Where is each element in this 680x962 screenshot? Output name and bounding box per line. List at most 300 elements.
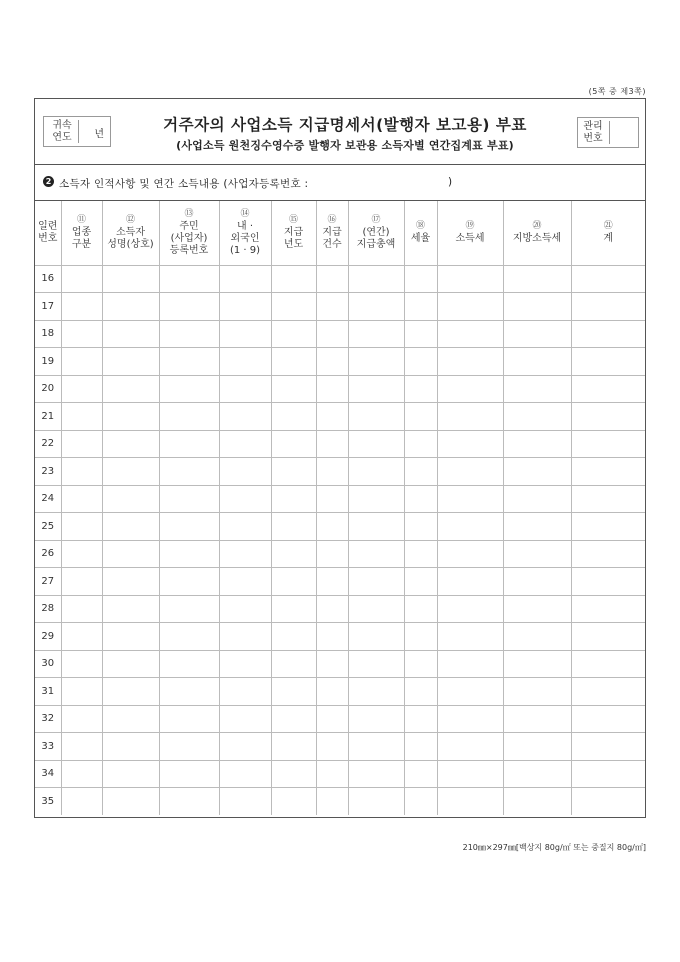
table-cell[interactable] — [437, 788, 503, 816]
table-cell[interactable] — [159, 568, 219, 596]
table-cell[interactable] — [503, 430, 571, 458]
table-cell[interactable] — [271, 678, 316, 706]
table-cell[interactable] — [219, 348, 271, 376]
table-cell[interactable] — [102, 375, 159, 403]
table-cell[interactable] — [437, 348, 503, 376]
table-cell[interactable] — [404, 513, 437, 541]
table-cell[interactable] — [316, 458, 348, 486]
table-cell[interactable] — [503, 705, 571, 733]
table-cell[interactable] — [159, 595, 219, 623]
table-cell[interactable] — [102, 650, 159, 678]
table-cell[interactable] — [316, 623, 348, 651]
table-cell[interactable] — [348, 650, 404, 678]
table-cell[interactable] — [437, 403, 503, 431]
column-label: 소득자 — [116, 227, 145, 239]
table-cell[interactable] — [271, 650, 316, 678]
table-cell[interactable] — [61, 568, 102, 596]
table-row — [35, 650, 645, 678]
table-cell[interactable] — [271, 265, 316, 293]
table-cell[interactable] — [571, 320, 645, 348]
table-cell[interactable] — [271, 293, 316, 321]
table-cell[interactable] — [219, 430, 271, 458]
section-number-badge: 2 — [43, 176, 54, 187]
column-header — [102, 201, 159, 265]
column-label: 건수 — [322, 239, 342, 251]
column-label: (사업자) — [170, 233, 208, 245]
table-row — [35, 320, 645, 348]
income-table — [35, 201, 645, 815]
table-cell[interactable] — [348, 540, 404, 568]
table-cell[interactable] — [503, 568, 571, 596]
table-cell[interactable] — [102, 540, 159, 568]
column-label: 세율 — [410, 233, 431, 245]
table-cell[interactable] — [219, 540, 271, 568]
table-cell[interactable] — [437, 678, 503, 706]
table-cell[interactable] — [219, 788, 271, 816]
table-cell[interactable] — [271, 568, 316, 596]
table-cell[interactable] — [102, 733, 159, 761]
column-label: 성명(상호) — [107, 239, 154, 251]
table-cell[interactable] — [159, 485, 219, 513]
row-number: 25 — [35, 513, 61, 541]
table-cell[interactable] — [404, 430, 437, 458]
table-cell[interactable] — [271, 733, 316, 761]
table-cell[interactable] — [571, 265, 645, 293]
table-cell[interactable] — [61, 650, 102, 678]
table-cell[interactable] — [219, 293, 271, 321]
table-cell[interactable] — [571, 623, 645, 651]
table-cell[interactable] — [159, 293, 219, 321]
table-cell[interactable] — [571, 678, 645, 706]
table-cell[interactable] — [102, 265, 159, 293]
table-cell[interactable] — [404, 650, 437, 678]
table-cell[interactable] — [102, 788, 159, 816]
table-cell[interactable] — [159, 403, 219, 431]
table-cell[interactable] — [219, 733, 271, 761]
table-cell[interactable] — [271, 788, 316, 816]
attribution-year-label: 귀속 연도 — [50, 120, 79, 143]
form-subtitle: (사업소득 원천징수영수증 발행자 보관용 소득자별 연간집계표 부표) — [176, 139, 514, 152]
table-cell[interactable] — [271, 540, 316, 568]
table-cell[interactable] — [271, 403, 316, 431]
table-cell[interactable] — [159, 760, 219, 788]
table-cell[interactable] — [503, 485, 571, 513]
row-number: 22 — [35, 430, 61, 458]
table-cell[interactable] — [159, 678, 219, 706]
column-number: ㉑ — [603, 221, 613, 232]
table-cell[interactable] — [571, 293, 645, 321]
table-cell[interactable] — [159, 733, 219, 761]
table-row — [35, 458, 645, 486]
table-cell[interactable] — [404, 375, 437, 403]
table-cell[interactable] — [61, 403, 102, 431]
year-unit: 년 — [94, 129, 104, 140]
row-number: 31 — [35, 678, 61, 706]
table-cell[interactable] — [316, 320, 348, 348]
column-label: 내 · — [236, 221, 254, 233]
table-cell[interactable] — [437, 513, 503, 541]
table-cell[interactable] — [271, 348, 316, 376]
table-cell[interactable] — [219, 568, 271, 596]
table-cell[interactable] — [404, 678, 437, 706]
form-title: 거주자의 사업소득 지급명세서(발행자 보고용) 부표 — [163, 116, 527, 134]
table-cell[interactable] — [219, 320, 271, 348]
table-cell[interactable] — [437, 540, 503, 568]
column-header — [503, 201, 571, 265]
table-row — [35, 540, 645, 568]
column-header — [271, 201, 316, 265]
table-cell[interactable] — [348, 458, 404, 486]
table-cell[interactable] — [404, 265, 437, 293]
table-cell[interactable] — [571, 788, 645, 816]
table-cell[interactable] — [159, 788, 219, 816]
table-cell[interactable] — [437, 320, 503, 348]
table-cell[interactable] — [404, 623, 437, 651]
table-cell[interactable] — [271, 623, 316, 651]
table-cell[interactable] — [61, 293, 102, 321]
table-row — [35, 293, 645, 321]
table-row — [35, 403, 645, 431]
management-number-box[interactable] — [577, 117, 639, 148]
table-row — [35, 733, 645, 761]
table-cell[interactable] — [571, 595, 645, 623]
table-cell[interactable] — [404, 458, 437, 486]
table-cell[interactable] — [61, 733, 102, 761]
table-cell[interactable] — [348, 568, 404, 596]
column-number: ⑰ — [371, 215, 381, 226]
column-label: 업종 — [71, 227, 92, 239]
attribution-year-box[interactable] — [43, 116, 111, 147]
table-cell[interactable] — [404, 540, 437, 568]
table-cell[interactable] — [348, 760, 404, 788]
row-number: 29 — [35, 623, 61, 651]
table-cell[interactable] — [571, 705, 645, 733]
table-row — [35, 513, 645, 541]
table-cell[interactable] — [219, 623, 271, 651]
table-cell[interactable] — [348, 733, 404, 761]
table-cell[interactable] — [102, 623, 159, 651]
table-cell[interactable] — [348, 348, 404, 376]
table-header-row — [35, 201, 645, 265]
table-cell[interactable] — [404, 705, 437, 733]
table-cell[interactable] — [404, 733, 437, 761]
row-number: 18 — [35, 320, 61, 348]
table-cell[interactable] — [348, 293, 404, 321]
column-header — [219, 201, 271, 265]
table-cell[interactable] — [316, 568, 348, 596]
table-cell[interactable] — [102, 458, 159, 486]
table-cell[interactable] — [348, 320, 404, 348]
table-cell[interactable] — [571, 568, 645, 596]
table-cell[interactable] — [159, 348, 219, 376]
table-cell[interactable] — [271, 485, 316, 513]
table-cell[interactable] — [316, 733, 348, 761]
table-cell[interactable] — [503, 320, 571, 348]
table-cell[interactable] — [571, 513, 645, 541]
table-cell[interactable] — [102, 348, 159, 376]
table-cell[interactable] — [404, 403, 437, 431]
table-cell[interactable] — [404, 320, 437, 348]
table-cell[interactable] — [571, 348, 645, 376]
table-cell[interactable] — [316, 403, 348, 431]
table-cell[interactable] — [348, 485, 404, 513]
table-cell[interactable] — [102, 513, 159, 541]
table-cell[interactable] — [437, 733, 503, 761]
column-header — [35, 201, 61, 265]
table-cell[interactable] — [316, 348, 348, 376]
table-cell[interactable] — [437, 375, 503, 403]
table-cell[interactable] — [61, 430, 102, 458]
table-cell[interactable] — [271, 458, 316, 486]
table-cell[interactable] — [348, 678, 404, 706]
column-label: 번호 — [38, 232, 58, 244]
table-cell[interactable] — [316, 540, 348, 568]
table-row — [35, 760, 645, 788]
column-label: (1 · 9) — [229, 245, 261, 257]
table-row — [35, 595, 645, 623]
table-cell[interactable] — [316, 265, 348, 293]
row-number: 20 — [35, 375, 61, 403]
table-cell[interactable] — [316, 430, 348, 458]
table-cell[interactable] — [348, 375, 404, 403]
page-reference: (5쪽 중 제3쪽) — [588, 87, 646, 96]
table-cell[interactable] — [404, 788, 437, 816]
row-number: 24 — [35, 485, 61, 513]
table-cell[interactable] — [503, 403, 571, 431]
table-cell[interactable] — [503, 595, 571, 623]
table-cell[interactable] — [271, 375, 316, 403]
table-cell[interactable] — [437, 265, 503, 293]
column-header — [316, 201, 348, 265]
table-cell[interactable] — [271, 760, 316, 788]
table-cell[interactable] — [271, 705, 316, 733]
table-cell[interactable] — [61, 623, 102, 651]
table-cell[interactable] — [61, 540, 102, 568]
table-cell[interactable] — [316, 375, 348, 403]
table-cell[interactable] — [271, 595, 316, 623]
table-row — [35, 678, 645, 706]
table-cell[interactable] — [503, 348, 571, 376]
row-number: 23 — [35, 458, 61, 486]
row-number: 32 — [35, 705, 61, 733]
table-cell[interactable] — [503, 540, 571, 568]
table-cell[interactable] — [159, 650, 219, 678]
table-cell[interactable] — [219, 403, 271, 431]
table-cell[interactable] — [571, 650, 645, 678]
table-cell[interactable] — [503, 513, 571, 541]
column-header — [159, 201, 219, 265]
table-cell[interactable] — [316, 788, 348, 816]
table-cell[interactable] — [102, 320, 159, 348]
row-number: 19 — [35, 348, 61, 376]
table-cell[interactable] — [503, 760, 571, 788]
table-cell[interactable] — [503, 458, 571, 486]
table-cell[interactable] — [102, 293, 159, 321]
section-heading — [35, 165, 645, 201]
column-label: (연간) — [362, 227, 390, 239]
table-cell[interactable] — [316, 595, 348, 623]
form-header — [35, 99, 645, 165]
column-label: 외국인 — [230, 233, 260, 245]
row-number: 30 — [35, 650, 61, 678]
table-cell[interactable] — [219, 485, 271, 513]
table-cell[interactable] — [316, 760, 348, 788]
table-cell[interactable] — [271, 513, 316, 541]
column-number: ⑱ — [415, 221, 425, 232]
table-cell[interactable] — [61, 595, 102, 623]
table-cell[interactable] — [61, 485, 102, 513]
table-cell[interactable] — [571, 403, 645, 431]
table-cell[interactable] — [348, 788, 404, 816]
table-cell[interactable] — [102, 568, 159, 596]
table-cell[interactable] — [61, 788, 102, 816]
table-cell[interactable] — [271, 430, 316, 458]
table-cell[interactable] — [61, 320, 102, 348]
table-cell[interactable] — [316, 678, 348, 706]
table-cell[interactable] — [404, 485, 437, 513]
column-label: 등록번호 — [169, 245, 209, 257]
table-cell[interactable] — [219, 595, 271, 623]
table-cell[interactable] — [61, 458, 102, 486]
table-cell[interactable] — [102, 595, 159, 623]
table-cell[interactable] — [159, 540, 219, 568]
table-cell[interactable] — [503, 375, 571, 403]
table-cell[interactable] — [348, 430, 404, 458]
table-cell[interactable] — [348, 265, 404, 293]
table-cell[interactable] — [571, 375, 645, 403]
table-cell[interactable] — [61, 760, 102, 788]
table-cell[interactable] — [571, 733, 645, 761]
column-header — [348, 201, 404, 265]
row-number: 33 — [35, 733, 61, 761]
table-cell[interactable] — [219, 265, 271, 293]
table-row — [35, 568, 645, 596]
table-cell[interactable] — [571, 430, 645, 458]
table-row — [35, 788, 645, 816]
table-cell[interactable] — [437, 568, 503, 596]
table-cell[interactable] — [348, 403, 404, 431]
table-cell[interactable] — [503, 733, 571, 761]
table-cell[interactable] — [159, 513, 219, 541]
table-cell[interactable] — [571, 485, 645, 513]
table-cell[interactable] — [271, 320, 316, 348]
column-label: 일련 — [38, 220, 58, 232]
table-cell[interactable] — [348, 705, 404, 733]
table-cell[interactable] — [316, 650, 348, 678]
table-cell[interactable] — [316, 293, 348, 321]
table-cell[interactable] — [503, 265, 571, 293]
table-cell[interactable] — [159, 458, 219, 486]
table-cell[interactable] — [219, 678, 271, 706]
table-cell[interactable] — [503, 650, 571, 678]
paper-spec: 210㎜×297㎜[백상지 80g/㎡ 또는 중질지 80g/㎡] — [462, 843, 646, 852]
table-cell[interactable] — [348, 595, 404, 623]
table-cell[interactable] — [61, 348, 102, 376]
column-label: 지급 — [283, 227, 304, 239]
column-number: ⑬ — [184, 209, 194, 220]
table-cell[interactable] — [219, 650, 271, 678]
table-cell[interactable] — [404, 595, 437, 623]
column-number: ⑳ — [532, 221, 542, 232]
table-cell[interactable] — [61, 513, 102, 541]
table-cell[interactable] — [437, 485, 503, 513]
table-cell[interactable] — [219, 458, 271, 486]
table-cell[interactable] — [348, 623, 404, 651]
table-cell[interactable] — [503, 788, 571, 816]
table-cell[interactable] — [503, 623, 571, 651]
table-cell[interactable] — [102, 705, 159, 733]
table-cell[interactable] — [316, 485, 348, 513]
table-cell[interactable] — [219, 760, 271, 788]
column-label: 지급 — [322, 227, 342, 239]
table-cell[interactable] — [571, 760, 645, 788]
table-row — [35, 623, 645, 651]
row-number: 17 — [35, 293, 61, 321]
table-row — [35, 705, 645, 733]
table-cell[interactable] — [102, 485, 159, 513]
table-row — [35, 265, 645, 293]
table-cell[interactable] — [437, 595, 503, 623]
section-title: 소득자 인적사항 및 연간 소득내용 (사업자등록번호 : — [59, 178, 309, 190]
table-cell[interactable] — [219, 513, 271, 541]
table-cell[interactable] — [437, 705, 503, 733]
table-cell[interactable] — [102, 430, 159, 458]
table-cell[interactable] — [404, 293, 437, 321]
table-cell[interactable] — [571, 458, 645, 486]
table-cell[interactable] — [316, 705, 348, 733]
table-cell[interactable] — [102, 678, 159, 706]
table-cell[interactable] — [159, 320, 219, 348]
table-cell[interactable] — [61, 678, 102, 706]
column-number: ⑫ — [125, 215, 135, 226]
row-number: 35 — [35, 788, 61, 816]
table-cell[interactable] — [102, 403, 159, 431]
column-number: ⑲ — [465, 221, 475, 232]
table-cell[interactable] — [437, 760, 503, 788]
table-cell[interactable] — [437, 458, 503, 486]
table-cell[interactable] — [61, 375, 102, 403]
table-cell[interactable] — [159, 623, 219, 651]
table-cell[interactable] — [437, 293, 503, 321]
table-cell[interactable] — [571, 540, 645, 568]
table-cell[interactable] — [348, 513, 404, 541]
table-cell[interactable] — [316, 513, 348, 541]
table-cell[interactable] — [503, 293, 571, 321]
table-cell[interactable] — [503, 678, 571, 706]
table-row — [35, 375, 645, 403]
table-cell[interactable] — [61, 265, 102, 293]
table-cell[interactable] — [102, 760, 159, 788]
table-cell[interactable] — [404, 568, 437, 596]
table-cell[interactable] — [219, 375, 271, 403]
table-cell[interactable] — [404, 760, 437, 788]
table-cell[interactable] — [159, 705, 219, 733]
column-number: ⑪ — [76, 215, 86, 226]
table-cell[interactable] — [159, 265, 219, 293]
table-cell[interactable] — [404, 348, 437, 376]
table-cell[interactable] — [61, 705, 102, 733]
section-close-paren: ) — [448, 176, 453, 188]
column-label: 년도 — [283, 239, 304, 251]
table-cell[interactable] — [437, 430, 503, 458]
table-cell[interactable] — [437, 623, 503, 651]
table-cell[interactable] — [159, 375, 219, 403]
table-cell[interactable] — [219, 705, 271, 733]
table-cell[interactable] — [437, 650, 503, 678]
row-number: 26 — [35, 540, 61, 568]
row-number: 34 — [35, 760, 61, 788]
table-cell[interactable] — [159, 430, 219, 458]
